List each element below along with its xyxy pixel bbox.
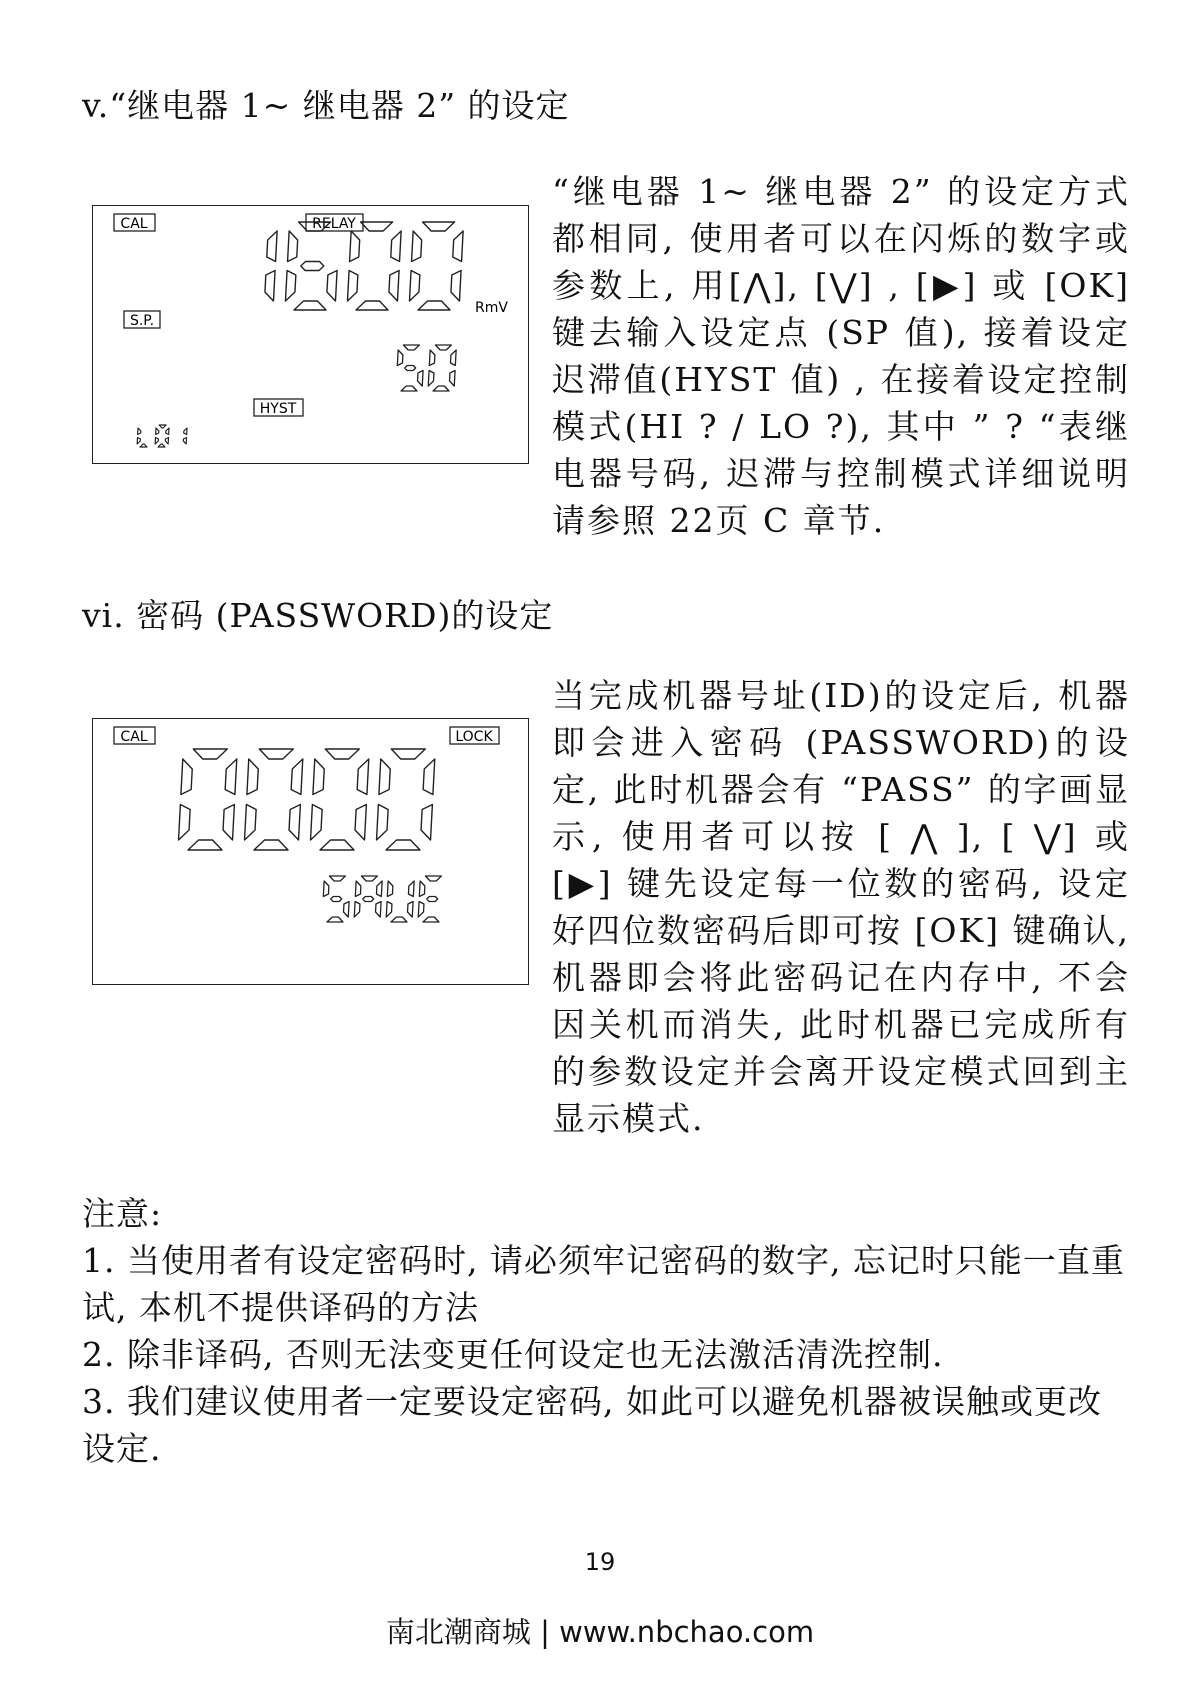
lcd-digit: [310, 749, 369, 850]
notes-title: 注意:: [82, 1194, 163, 1233]
svg-text:LOCK: LOCK: [455, 729, 493, 745]
svg-text:CAL: CAL: [120, 216, 148, 232]
section-6-paragraph: 当完成机器号址(ID)的设定后, 机器即会进入密码 (PASSWORD)的设定, 此时机器会有 “PASS” 的字画显示, 使用者可以按 [ ⋀ ], [ ⋁] 或 [▶] 键先设定每一位数的密码, 设定好四位数密码后即可按 [OK] 键确认, 机器即会将此密码记在内存中, 不会因关机而消失, 此时机器已完成所有的参数设定并会离开设定模式回到主显示模式.: [552, 676, 1130, 1138]
main-value-digits: [264, 222, 463, 310]
unit-label: RmV: [475, 300, 508, 316]
lcd-digit: [354, 876, 382, 917]
svg-text:S.P.: S.P.: [129, 313, 155, 329]
svg-text:HYST: HYST: [259, 401, 297, 417]
notes-block: [82, 1190, 1134, 1472]
lcd-digit: [178, 749, 237, 850]
lcd-digit: [137, 428, 148, 447]
relay-lcd-svg: [93, 206, 528, 463]
svg-text:RELAY: RELAY: [312, 216, 356, 232]
password-lcd-svg: [93, 719, 528, 984]
lcd-digit: [347, 222, 402, 310]
lcd-digit: [264, 231, 277, 301]
section-5-heading: v.“继电器 1~ 继电器 2” 的设定: [82, 86, 570, 125]
lcd-digit: [285, 222, 340, 310]
site-footer: 南北潮商城 | www.nbchao.com: [385, 1615, 815, 1649]
relay-lcd-display: [92, 205, 529, 464]
lcd-digit: [386, 881, 414, 922]
lock-indicator: [450, 727, 499, 745]
password-digits: [178, 749, 435, 850]
cal-indicator: [114, 214, 155, 232]
save-status-digits: [322, 876, 441, 922]
password-lcd-display: [92, 718, 529, 985]
lcd-digit: [418, 876, 441, 922]
note-item: 2. 除非译码, 否则无法变更任何设定也无法激活清洗控制.: [82, 1335, 944, 1374]
lcd-digit: [376, 749, 435, 850]
svg-text:CAL: CAL: [120, 729, 148, 745]
hyst-indicator: [254, 399, 303, 417]
page-number: 19: [584, 1548, 616, 1576]
note-item: 3. 我们建议使用者一定要设定密码, 如此可以避免机器被误触或更改设定.: [82, 1382, 1102, 1468]
lcd-digit: [409, 222, 464, 310]
relay-label-digits: [137, 425, 187, 447]
relay-indicator: [306, 214, 363, 232]
lcd-digit: [396, 345, 424, 391]
note-item: 1. 当使用者有设定密码时, 请必须牢记密码的数字, 忘记时只能一直重试, 本机不提供译码的方法: [82, 1241, 1125, 1327]
lcd-digit: [428, 345, 456, 391]
section-6-heading: vi. 密码 (PASSWORD)的设定: [82, 596, 554, 635]
hyst-value-digits: [396, 345, 456, 391]
lcd-digit: [155, 425, 169, 447]
lcd-digit: [183, 428, 187, 444]
lcd-digit: [244, 749, 303, 850]
section-5-paragraph: “继电器 1~ 继电器 2” 的设定方式都相同, 使用者可以在闪烁的数字或参数上, 用[⋀], [⋁] , [▶] 或 [OK] 键去输入设定点 (SP 值), 接着设定迟滞值(HYST 值) , 在接着设定控制模式(HI ? / LO ?), 其中 ” ? “表继电器号码, 迟滞与控制模式详细说明请参照 22页 C 章节.: [552, 172, 1130, 540]
lcd-digit: [322, 876, 350, 922]
cal-indicator: [114, 727, 155, 745]
sp-indicator: [124, 311, 160, 329]
